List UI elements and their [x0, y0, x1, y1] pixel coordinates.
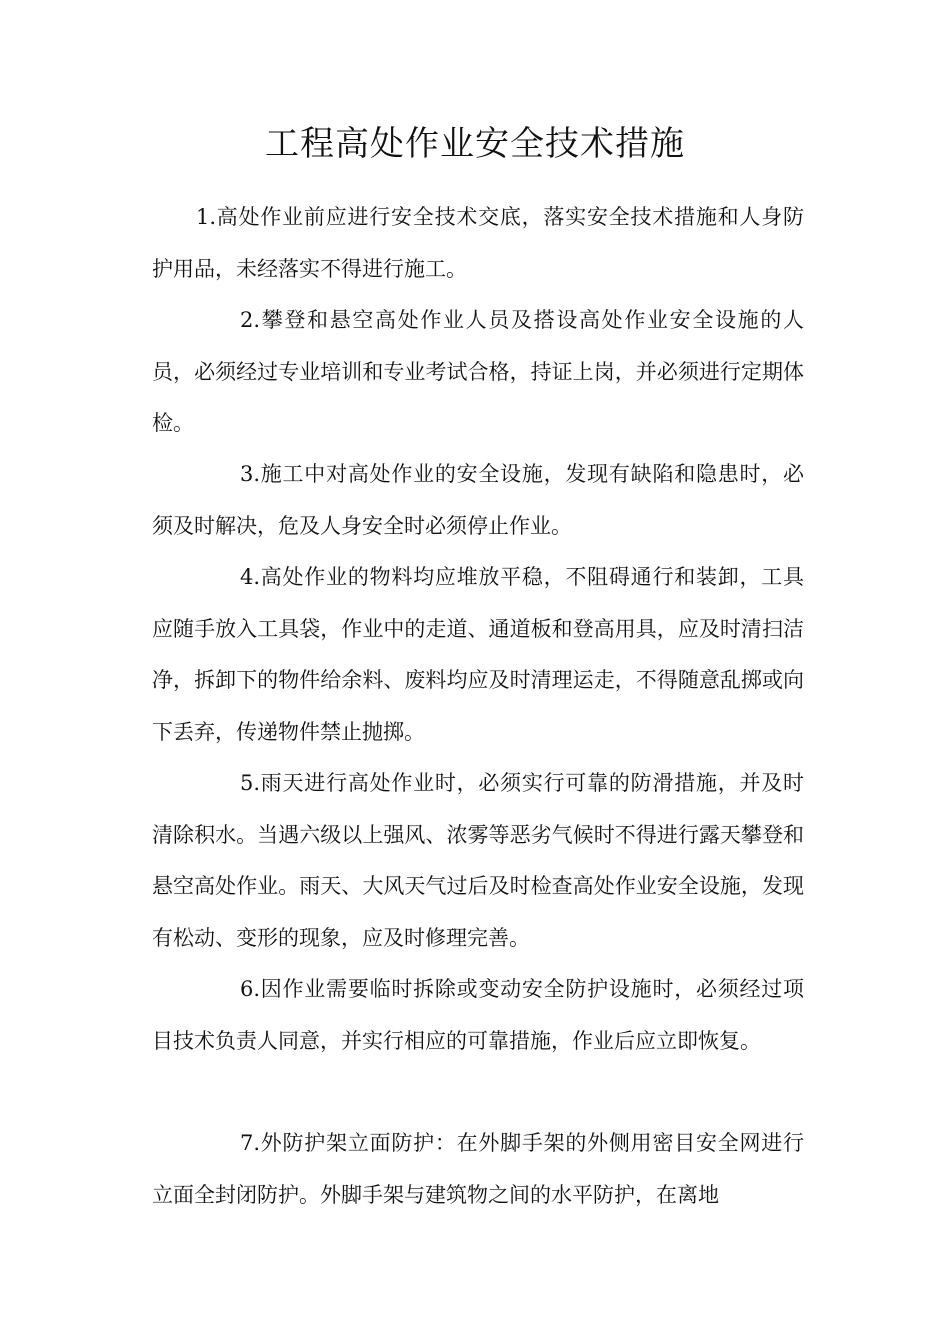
- paragraph-6: 6.因作业需要临时拆除或变动安全防护设施时，必须经过项目技术负责人同意，并实行相应的可靠措施，作业后应立即恢复。: [152, 977, 804, 1053]
- paragraph-3: 3.施工中对高处作业的安全设施，发现有缺陷和隐患时，必须及时解决，危及人身安全时必须停止作业。: [152, 462, 804, 538]
- paragraph-7: 7.外防护架立面防护：在外脚手架的外侧用密目安全网进行立面全封闭防护。外脚手架与建筑物之间的水平防护，在离地: [152, 1131, 804, 1207]
- paragraph-5: 5.雨天进行高处作业时，必须实行可靠的防滑措施，并及时清除积水。当遇六级以上强风、浓雾等恶劣气候时不得进行露天攀登和悬空高处作业。雨天、大风天气过后及时检查高处作业安全设施，发现有松动、变形的现象，应及时修理完善。: [152, 771, 804, 950]
- paragraph-2: 2.攀登和悬空高处作业人员及搭设高处作业安全设施的人员，必须经过专业培训和专业考试合格，持证上岗，并必须进行定期体检。: [152, 308, 804, 435]
- paragraph-4: 4.高处作业的物料均应堆放平稳，不阻碍通行和装卸，工具应随手放入工具袋，作业中的走道、通道板和登高用具，应及时清扫洁净，拆卸下的物件给余料、废料均应及时清理运走，不得随意乱掷或向下丢弃，传递物件禁止抛掷。: [152, 565, 804, 744]
- paragraph-1: 1.高处作业前应进行安全技术交底，落实安全技术措施和人身防护用品，未经落实不得进行施工。: [152, 205, 804, 281]
- document-title: 工程高处作业安全技术措施: [265, 124, 685, 164]
